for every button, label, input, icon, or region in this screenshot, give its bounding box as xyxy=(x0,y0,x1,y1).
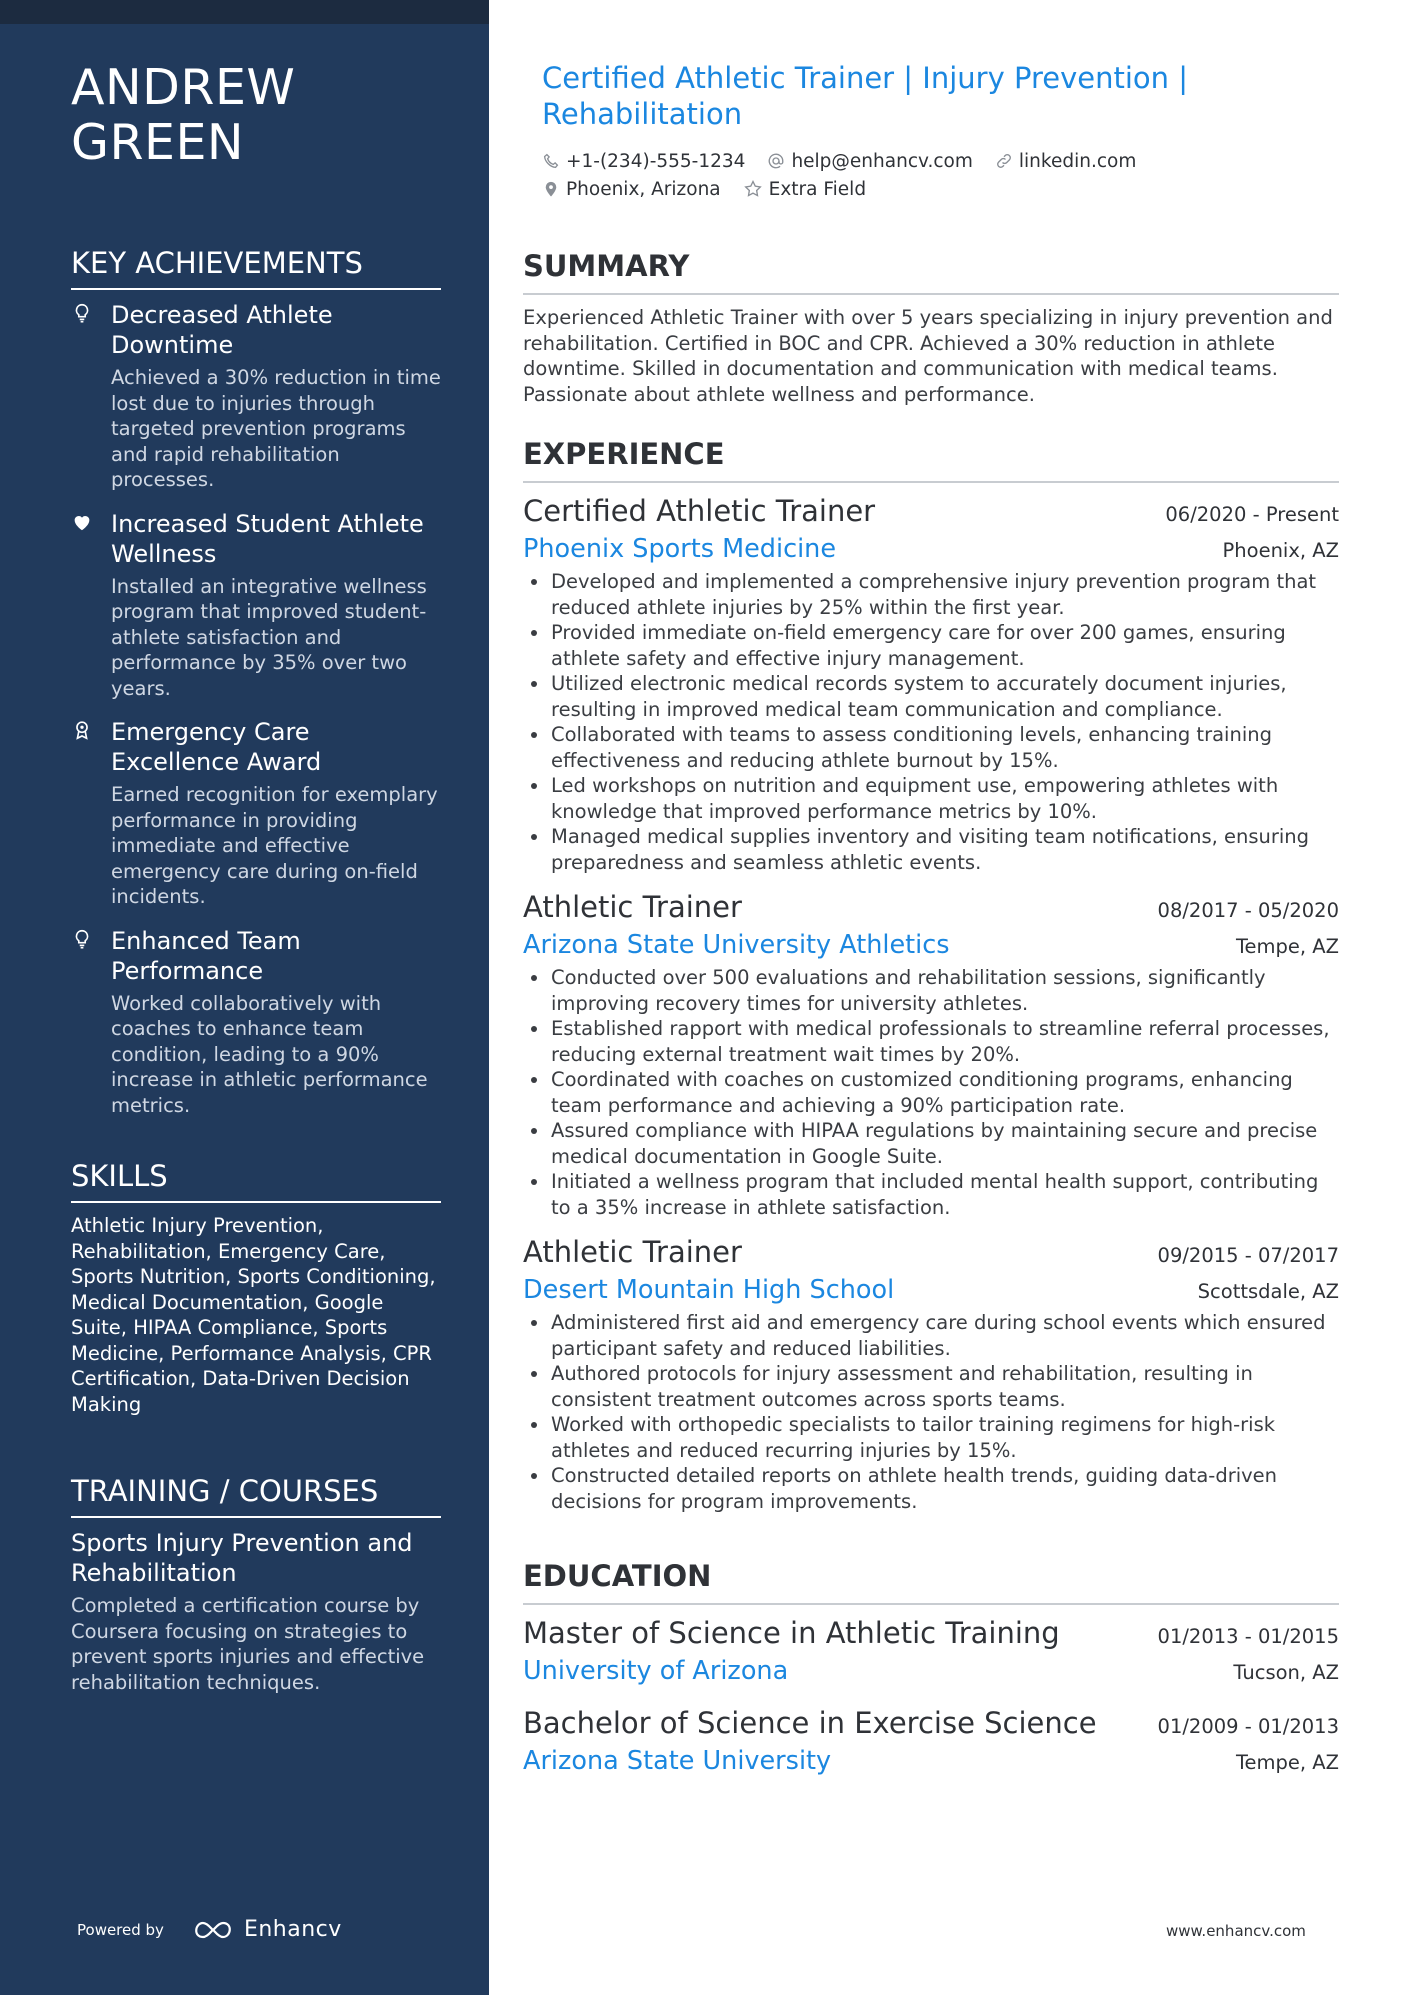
achievement-title: Emergency Care Excellence Award xyxy=(111,718,322,776)
job-title: Athletic Trainer xyxy=(523,890,742,924)
contact-info xyxy=(542,148,1302,204)
degree-title: Master of Science in Athletic Training xyxy=(523,1616,1060,1650)
job-bullet: Constructed detailed reports on athlete health trends, guiding data-driven decisions for program improvements. xyxy=(523,1463,1339,1514)
job-bullet: Coordinated with coaches on customized conditioning programs, enhancing team performance and achieving a 90% participation rate. xyxy=(523,1067,1339,1118)
summary-section xyxy=(523,249,1339,407)
course-title: Sports Injury Prevention and Rehabilitation xyxy=(71,1529,413,1587)
education-entry xyxy=(523,1705,1339,1777)
job-title: Athletic Trainer xyxy=(523,1235,742,1269)
achievement-description: Achieved a 30% reduction in time lost due to injuries through targeted prevention programs and rapid rehabilitation processes. xyxy=(111,366,441,491)
summary-text: Experienced Athletic Trainer with over 5 years specializing in injury prevention and rehabilitation. Certified in BOC and CPR. Achieved a 30% reduction in athlete downtime. Skilled in documentation and communication with medical teams. Passionate about athlete wellness and performance. xyxy=(523,306,1333,406)
brand-name: Enhancv xyxy=(243,1917,342,1942)
job-date: 08/2017 - 05/2020 xyxy=(1157,899,1339,922)
enhancv-logo xyxy=(190,1917,342,1942)
education-title: EDUCATION xyxy=(523,1559,1339,1605)
extra-field-contact xyxy=(743,179,866,200)
candidate-name xyxy=(71,60,295,170)
location-pin-icon xyxy=(542,180,560,198)
contact-row xyxy=(542,148,1302,174)
phone-icon xyxy=(542,152,560,170)
job-bullet: Worked with orthopedic specialists to tailor training regimens for high-risk athletes and reduced recurring injuries by 15%. xyxy=(523,1412,1339,1463)
job-bullets xyxy=(523,965,1339,1220)
enhancv-logo-icon xyxy=(190,1918,236,1942)
job-date: 06/2020 - Present xyxy=(1165,503,1339,526)
training-title: TRAINING / COURSES xyxy=(71,1474,441,1518)
degree-title: Bachelor of Science in Exercise Science xyxy=(523,1706,1097,1740)
website-link[interactable]: www.enhancv.com xyxy=(1166,1922,1306,1940)
experience-title: EXPERIENCE xyxy=(523,437,1339,483)
powered-by-label: Powered by xyxy=(77,1920,164,1939)
education-entry xyxy=(523,1615,1339,1687)
job-bullet: Collaborated with teams to assess conditioning levels, enhancing training effectiveness and reducing athlete burnout by 15%. xyxy=(523,722,1339,773)
education-date: 01/2013 - 01/2015 xyxy=(1157,1625,1339,1648)
job-bullet: Initiated a wellness program that included mental health support, contributing to a 35% increase in athlete satisfaction. xyxy=(523,1169,1339,1220)
achievement-item xyxy=(71,300,441,493)
job-bullet: Authored protocols for injury assessment and rehabilitation, resulting in consistent treatment outcomes across sports teams. xyxy=(523,1361,1339,1412)
job-company: Arizona State University Athletics xyxy=(523,930,950,960)
achievement-title: Decreased Athlete Downtime xyxy=(111,301,333,359)
skills-list: Athletic Injury Prevention, Rehabilitation, Emergency Care, Sports Nutrition, Sports Conditioning, Medical Documentation, Google Suite, HIPAA Compliance, Sports Medicine, Performance Analysis, CPR Certification, Data-Driven Decision Making xyxy=(71,1214,436,1416)
job-bullet: Led workshops on nutrition and equipment use, empowering athletes with knowledge that improved performance metrics by 10%. xyxy=(523,773,1339,824)
summary-title: SUMMARY xyxy=(523,249,1339,295)
heart-icon xyxy=(71,511,93,533)
achievement-description: Installed an integrative wellness program that improved student-athlete satisfaction and performance by 35% over two years. xyxy=(111,574,427,700)
achievement-item xyxy=(71,926,441,1119)
achievement-description: Worked collaboratively with coaches to enhance team condition, leading to a 90% increase in athletic performance metrics. xyxy=(111,991,428,1117)
extra-field-text: Extra Field xyxy=(768,178,867,200)
education-section xyxy=(523,1559,1339,1795)
linkedin-text: linkedin.com xyxy=(1018,150,1137,172)
job-entry xyxy=(523,493,1339,875)
job-bullets xyxy=(523,569,1339,875)
job-bullet: Administered first aid and emergency care during school events which ensured participant safety and reduced liabilities. xyxy=(523,1310,1339,1361)
achievement-item xyxy=(71,509,441,702)
job-bullet: Provided immediate on-field emergency care for over 200 games, ensuring athlete safety and effective injury management. xyxy=(523,620,1339,671)
school-name: University of Arizona xyxy=(523,1656,789,1686)
achievement-title: Enhanced Team Performance xyxy=(111,926,301,985)
name-first: ANDREW xyxy=(71,59,296,116)
email-text: help@enhancv.com xyxy=(791,150,973,172)
job-bullet: Conducted over 500 evaluations and rehabilitation sessions, significantly improving recovery times for university athletes. xyxy=(523,965,1339,1016)
training-section xyxy=(71,1474,441,1695)
job-bullets xyxy=(523,1310,1339,1514)
location-contact xyxy=(542,179,721,200)
job-bullet: Established rapport with medical professionals to streamline referral processes, reducing external treatment wait times by 20%. xyxy=(523,1016,1339,1067)
key-achievements-title: KEY ACHIEVEMENTS xyxy=(71,246,441,290)
job-location: Scottsdale, AZ xyxy=(1197,1280,1339,1303)
job-location: Phoenix, AZ xyxy=(1222,539,1339,562)
job-bullet: Developed and implemented a comprehensive injury prevention program that reduced athlete injuries by 25% within the first year. xyxy=(523,569,1339,620)
course-description: Completed a certification course by Coursera focusing on strategies to prevent sports injuries and effective rehabilitation techniques. xyxy=(71,1594,425,1694)
achievement-title: Increased Student Athlete Wellness xyxy=(111,509,424,568)
sidebar-top-bar xyxy=(0,0,489,24)
skills-title: SKILLS xyxy=(71,1159,441,1203)
job-bullet: Assured compliance with HIPAA regulations by maintaining secure and precise medical documentation in Google Suite. xyxy=(523,1118,1339,1169)
school-name: Arizona State University xyxy=(523,1746,832,1776)
email-contact[interactable] xyxy=(767,151,972,172)
achievement-item xyxy=(71,717,441,910)
job-entry xyxy=(523,889,1339,1220)
sidebar xyxy=(0,0,489,1995)
phone-contact[interactable] xyxy=(542,151,745,172)
job-bullet: Managed medical supplies inventory and visiting team notifications, ensuring preparedness and seamless athletic events. xyxy=(523,824,1339,875)
linkedin-contact[interactable] xyxy=(995,151,1136,172)
key-achievements-section xyxy=(71,246,441,1134)
lightbulb-icon xyxy=(71,302,93,324)
name-last: GREEN xyxy=(71,114,245,171)
school-location: Tempe, AZ xyxy=(1235,1751,1339,1774)
lightbulb-icon xyxy=(71,928,93,950)
job-location: Tempe, AZ xyxy=(1235,935,1339,958)
headline: Certified Athletic Trainer | Injury Prevention | Rehabilitation xyxy=(542,61,1189,131)
job-company: Phoenix Sports Medicine xyxy=(523,534,837,564)
job-title: Certified Athletic Trainer xyxy=(523,494,876,528)
link-icon xyxy=(995,152,1013,170)
experience-section xyxy=(523,437,1339,1528)
job-bullet: Utilized electronic medical records system to accurately document injuries, resulting in improved medical team communication and compliance. xyxy=(523,671,1339,722)
star-icon xyxy=(743,179,763,199)
location-text: Phoenix, Arizona xyxy=(566,178,721,200)
education-date: 01/2009 - 01/2013 xyxy=(1157,1715,1339,1738)
skills-section xyxy=(71,1159,441,1417)
achievement-description: Earned recognition for exemplary performance in providing immediate and effective emergency care during on-field incidents. xyxy=(111,783,438,908)
job-company: Desert Mountain High School xyxy=(523,1275,895,1305)
powered-by xyxy=(77,1917,342,1942)
school-location: Tucson, AZ xyxy=(1233,1661,1339,1684)
job-entry xyxy=(523,1234,1339,1514)
phone-text: +1-(234)-555-1234 xyxy=(566,150,746,172)
award-icon xyxy=(71,719,93,741)
contact-row xyxy=(542,176,1302,202)
job-date: 09/2015 - 07/2017 xyxy=(1157,1244,1339,1267)
at-icon xyxy=(767,152,785,170)
